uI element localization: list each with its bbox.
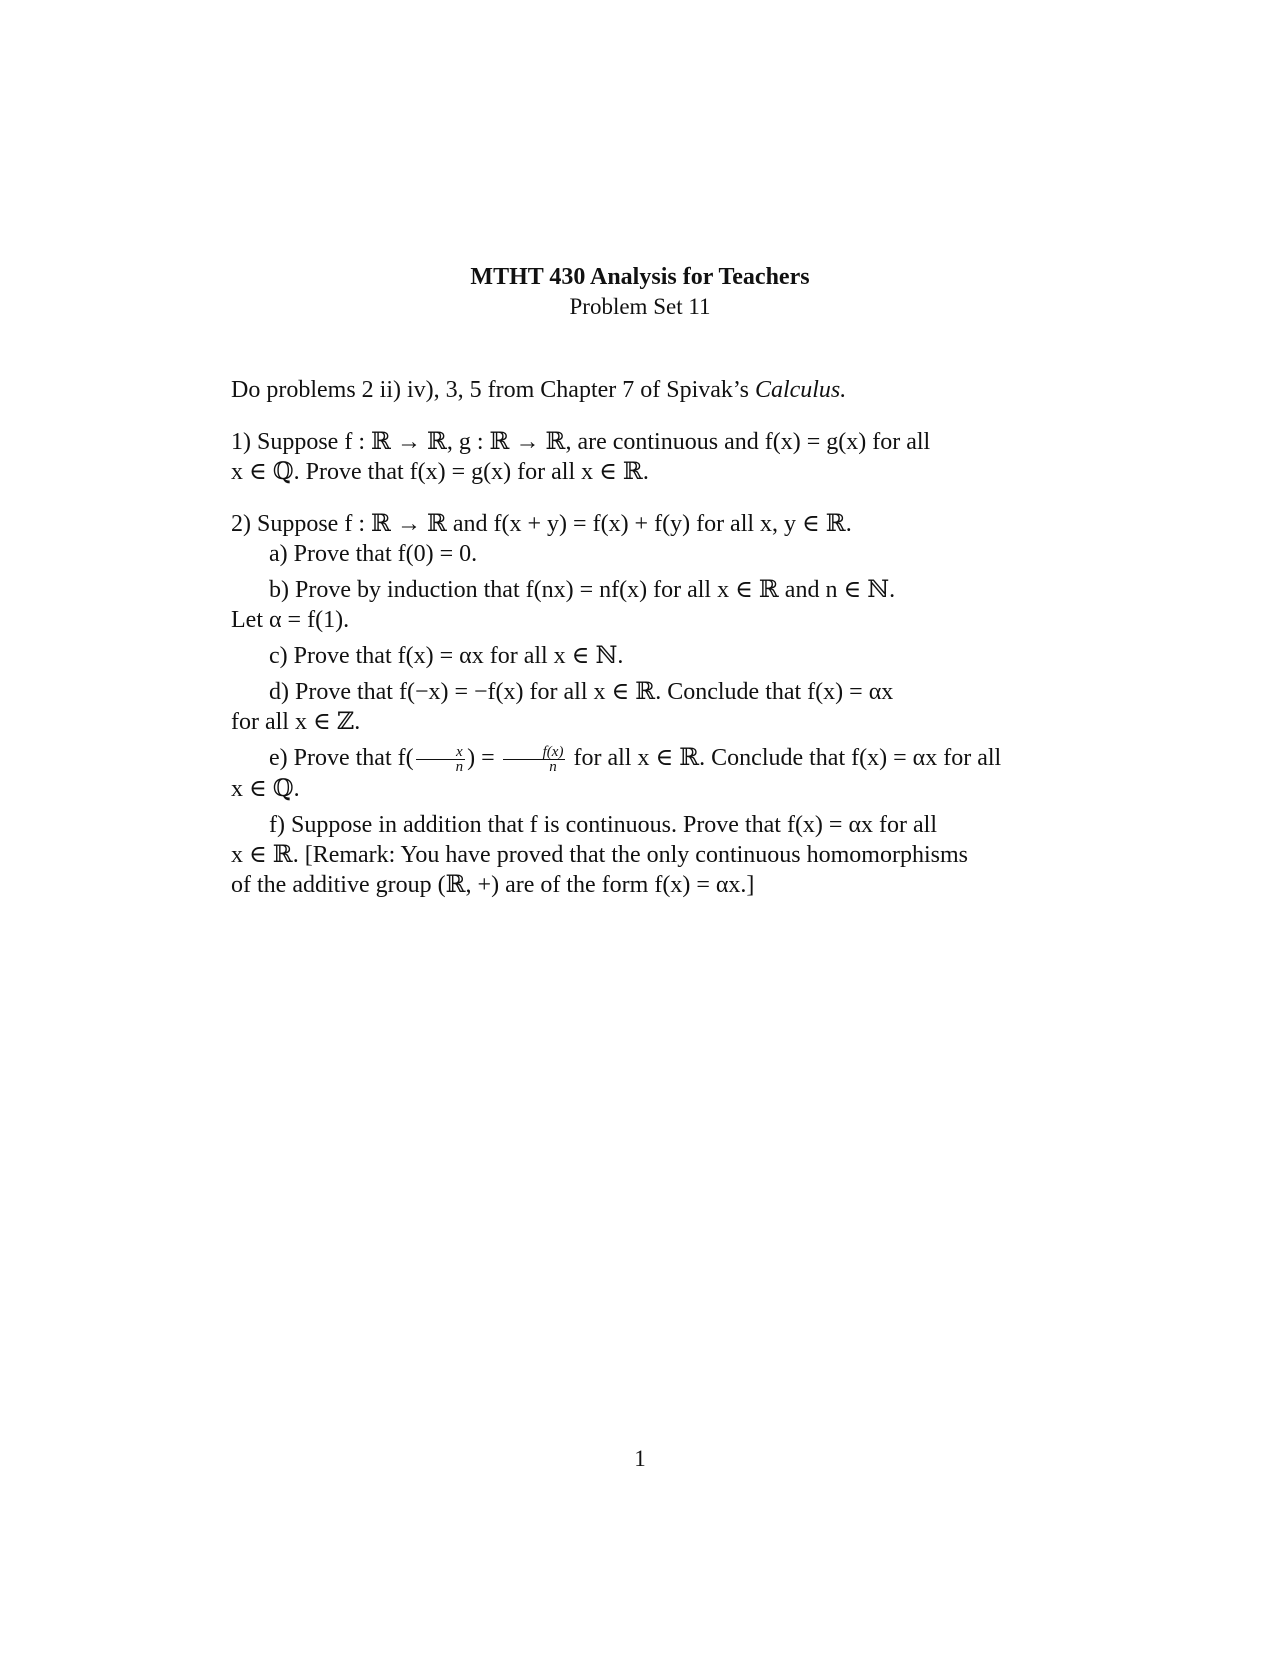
problem-2-part-b: b) Prove by induction that f(nx) = nf(x) for all x ∈ ℝ and n ∈ ℕ. — [269, 577, 896, 603]
problem-2-let-alpha: Let α = f(1). — [231, 607, 350, 633]
problem-2-part-e-line-2: x ∈ ℚ. — [231, 775, 300, 802]
problem-1 — [231, 427, 1045, 487]
problem-2-part-c: c) Prove that f(x) = αx for all x ∈ ℕ. — [269, 643, 624, 669]
problem-1-line-2: x ∈ ℚ. Prove that f(x) = g(x) for all x ∈ ℝ. — [231, 459, 649, 485]
problem-2-part-d-line-1: d) Prove that f(−x) = −f(x) for all x ∈ ℝ. Conclude that f(x) = αx — [269, 679, 894, 705]
document-body — [231, 375, 1045, 900]
book-title: Calculus. — [754, 377, 847, 403]
problem-1-line-1: 1) Suppose f : ℝ → ℝ, g : ℝ → ℝ, are continuous and f(x) = g(x) for all — [231, 429, 931, 455]
problem-2-part-a: a) Prove that f(0) = 0. — [269, 541, 478, 567]
fraction-x-over-n: $\frac{x}{n}$ — [416, 745, 466, 774]
problem-2-part-d-line-2: for all x ∈ ℤ. — [231, 709, 361, 735]
fraction-fx-over-n: $\frac{f(x)}{n}$ — [503, 745, 566, 774]
problem-2-statement: 2) Suppose f : ℝ → ℝ and f(x + y) = f(x) + f(y) for all x, y ∈ ℝ. — [231, 511, 852, 537]
document-title: MTHT 430 Analysis for Teachers — [470, 264, 810, 290]
problem-2-part-f-line-3: of the additive group (ℝ, +) are of the form f(x) = αx.] — [231, 871, 755, 898]
intro-text: Do problems 2 ii) iv), 3, 5 from Chapter 7 of Spivak’s — [231, 377, 755, 403]
problem-2-part-f-line-1: f) Suppose in addition that f is continuous. Prove that f(x) = αx for all — [269, 811, 938, 838]
problem-2 — [231, 509, 1045, 900]
problem-2-part-e-line-1: e) Prove that f( $\frac{x}{n}$ ) = $\frac{f(x)}{n}$ for all x ∈ ℝ. Conclude that f(x) = αx for all — [269, 743, 1002, 775]
page-number: 1 — [634, 1446, 646, 1471]
intro-paragraph — [231, 375, 1045, 405]
problem-2-part-f-line-2: x ∈ ℝ. [Remark: You have proved that the only continuous homomorphisms — [231, 841, 968, 868]
document-subtitle: Problem Set 11 — [569, 294, 711, 319]
document-header — [0, 262, 1280, 322]
